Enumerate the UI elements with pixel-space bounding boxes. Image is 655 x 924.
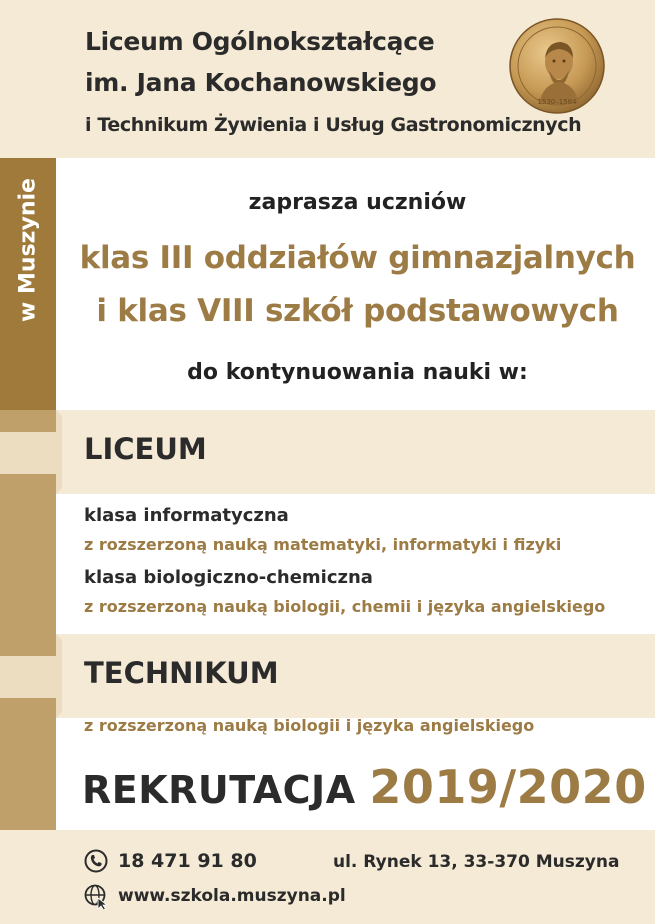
recruitment-heading <box>82 760 647 814</box>
phone-icon <box>84 849 108 873</box>
continue-text: do kontynuowania nauki w: <box>187 360 528 385</box>
medal-portrait-logo <box>509 18 605 114</box>
technikum-desc: z rozszerzoną nauką biologii i języka angielskiego <box>84 716 535 735</box>
website-link[interactable]: www.szkola.muszyna.pl <box>118 886 346 906</box>
technikum-title: TECHNIKUM <box>84 656 279 690</box>
medal-years: 1530–1584 <box>537 98 577 106</box>
class-desc-biochem: z rozszerzoną nauką biologii, chemii i języka angielskiego <box>84 597 606 616</box>
class-name-biochem: klasa biologiczno-chemiczna <box>84 567 373 588</box>
class-desc-informatics: z rozszerzoną nauką matematyki, informatyki i fizyki <box>84 535 562 554</box>
school-name-line3: i Technikum Żywienia i Usług Gastronomicznych <box>85 114 582 136</box>
target-classes-line1: klas III oddziałów gimnazjalnych <box>79 240 636 276</box>
school-name-line1: Liceum Ogólnokształcące <box>85 27 435 56</box>
recruitment-year: 2019/2020 <box>369 760 647 814</box>
sidebar-location-text: w Muszynie <box>15 178 41 322</box>
phone-number[interactable]: 18 471 91 80 <box>118 850 257 872</box>
recruitment-label: REKRUTACJA <box>82 768 356 812</box>
globe-cursor-icon <box>84 884 110 910</box>
invite-text: zaprasza uczniów <box>248 190 467 215</box>
target-classes-line2: i klas VIII szkół podstawowych <box>96 293 619 329</box>
class-name-informatics: klasa informatyczna <box>84 505 289 526</box>
address: ul. Rynek 13, 33-370 Muszyna <box>333 852 620 872</box>
liceum-title: LICEUM <box>84 432 207 466</box>
school-name-line2: im. Jana Kochanowskiego <box>85 68 437 97</box>
